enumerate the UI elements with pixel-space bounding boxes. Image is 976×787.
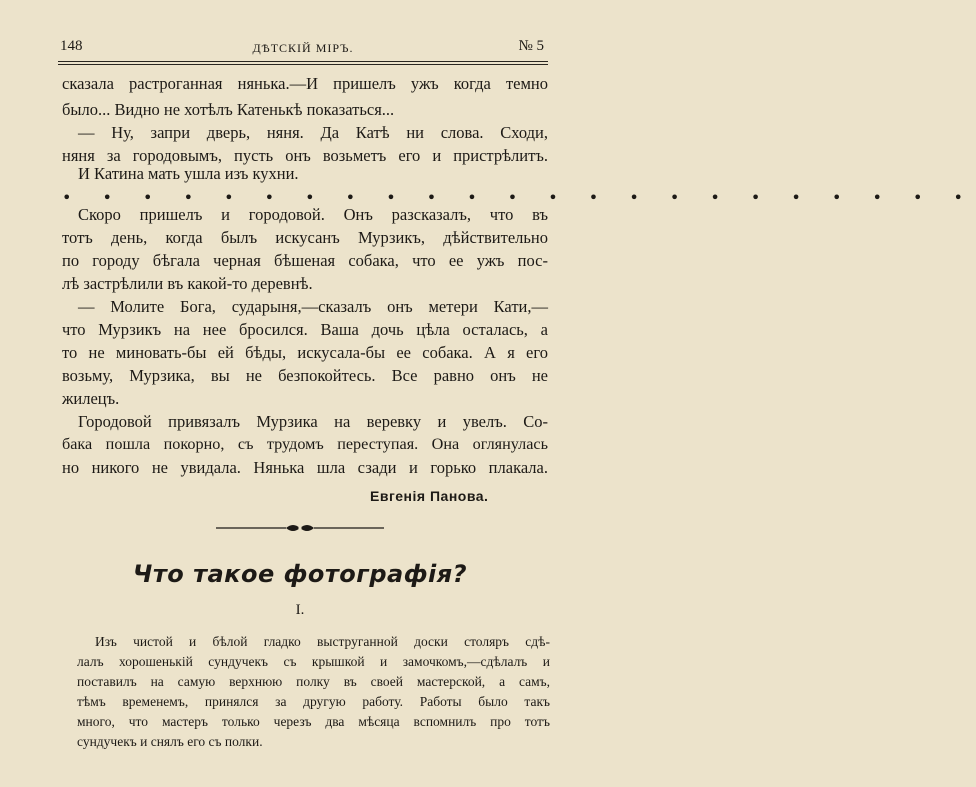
article-line: тѣмъ временемъ, принялся за другую работу. Работы было такъ — [77, 694, 550, 709]
section-title: Что такое фотографія? — [132, 560, 468, 588]
article-line: поставилъ на самую верхнюю полку въ своей мастерской, а самъ, — [77, 674, 550, 689]
article-line: Изъ чистой и бѣлой гладко выструганной доски столяръ сдѣ- — [95, 634, 550, 649]
author-signature: Евгенія Панова. — [370, 488, 489, 504]
running-header — [58, 38, 548, 58]
story-line: Городовой привязалъ Мурзика на веревку и увелъ. Со- — [78, 412, 548, 431]
story-line: — Молите Бога, сударыня,—сказалъ онъ метери Кати,— — [78, 297, 548, 316]
story-line: но никого не увидала. Нянька шла сзади и горько плакала. — [62, 458, 548, 477]
article-line: много, что мастеръ только черезъ два мѣсяца вспомнилъ про тотъ — [77, 714, 550, 729]
story-line: возьму, Мурзика, вы не безпокойтесь. Все равно онъ не — [62, 366, 548, 385]
story-line: то не миновать-бы ей бѣды, искусала-бы ее собака. А я его — [62, 343, 548, 362]
header-rule-bottom — [58, 64, 548, 65]
page-number: 148 — [60, 38, 83, 54]
article-line: лалъ хорошенькій сундучекъ съ крышкой и замочкомъ,—сдѣлалъ и — [77, 654, 550, 669]
article-line: сундучекъ и снялъ его съ полки. — [77, 734, 263, 749]
header-rule-top — [58, 61, 548, 62]
ornament-divider-icon — [214, 521, 386, 535]
story-line: бака пошла покорно, съ трудомъ переступая. Она оглянулась — [62, 435, 548, 453]
story-line: жилецъ. — [62, 389, 120, 408]
story-line: что Мурзикъ на нее бросился. Ваша дочь цѣла осталась, а — [62, 320, 548, 339]
story-line: было... Видно не хотѣлъ Катенькѣ показаться... — [62, 100, 395, 119]
section-dots-divider: • • • • • • • • • • • • • • • • • • • • • • • — [62, 188, 976, 207]
story-line: — Ну, запри дверь, няня. Да Катѣ ни слова. Сходи, — [78, 123, 548, 142]
section-number: I. — [295, 602, 305, 618]
story-line: няня за городовымъ, пусть онъ возьметъ его и пристрѣлитъ. — [62, 146, 548, 165]
story-line: тотъ день, когда былъ искусанъ Мурзикъ, дѣйствительно — [62, 228, 548, 247]
journal-title: ДѢТСКІЙ МІРЪ. — [252, 41, 354, 55]
story-line: И Катина мать ушла изъ кухни. — [78, 164, 299, 183]
story-line: сказала растроганная нянька.—И пришелъ ужъ когда темно — [62, 74, 548, 93]
story-line: Скоро пришелъ и городовой. Онъ разсказалъ, что въ — [78, 205, 548, 224]
story-line: лѣ застрѣлили въ какой-то деревнѣ. — [62, 274, 313, 293]
story-line: по городу бѣгала черная бѣшеная собака, что ее ужъ пос- — [62, 251, 548, 270]
issue-number: № 5 — [518, 38, 544, 54]
